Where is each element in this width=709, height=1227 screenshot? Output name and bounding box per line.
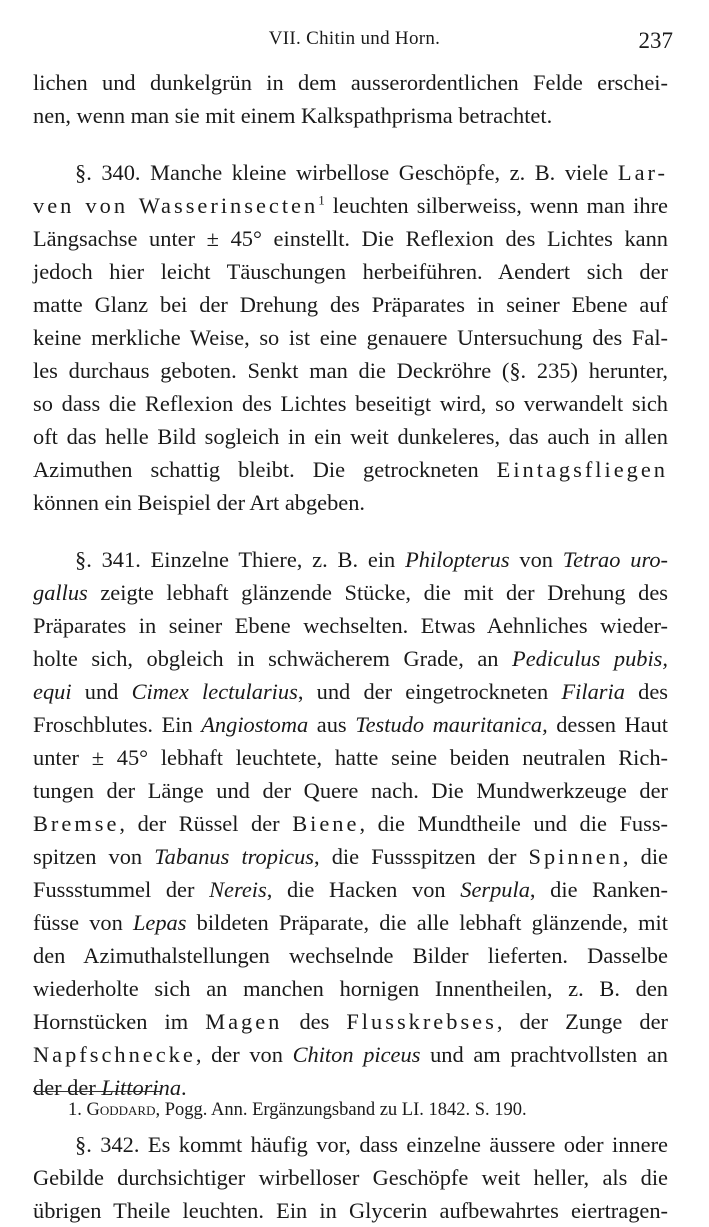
text-line	[33, 642, 668, 675]
footnote-marker: 1	[318, 192, 325, 208]
text-line: §. 342. Es kommt häufig vor, dass einzelne äussere oder innere	[75, 1132, 668, 1157]
text-line	[33, 156, 668, 189]
spaced-text: Eintagsfliegen	[496, 457, 668, 482]
text-line: Längsachse unter ± 45° einstellt. Die Reflexion des Lichtes kann	[33, 226, 668, 251]
text-line	[33, 576, 668, 609]
species-name: Serpula	[460, 877, 530, 902]
text-run: Fussstummel der	[33, 877, 210, 902]
text-line: nen, wenn man sie mit einem Kalkspathprisma betrachtet.	[33, 103, 553, 128]
footnote-text: , Pogg. Ann. Ergänzungsband zu LI. 1842. S. 190.	[155, 1100, 527, 1120]
text-line: unter ± 45° lebhaft leuchtete, hatte seine beiden neutralen Rich-	[33, 745, 668, 770]
species-name: Cimex lectularius	[131, 679, 298, 704]
spaced-text: ven von Wasserinsecten	[33, 193, 319, 218]
text-run: bildeten Präparate, die alle lebhaft glänzende, mit	[186, 910, 668, 935]
text-line: keine merkliche Weise, so ist eine genauere Untersuchung des Fal-	[33, 325, 668, 350]
text-run: §. 341. Einzelne Thiere, z. B. ein	[75, 547, 396, 572]
text-run: , der von	[195, 1042, 293, 1067]
spaced-text: Magen	[205, 1009, 283, 1034]
text-run: des	[624, 679, 668, 704]
spaced-text: Flusskrebses	[346, 1009, 497, 1034]
text-run: , der Zunge der	[496, 1009, 668, 1034]
text-run: , die Ranken-	[529, 877, 669, 902]
text-run: aus	[308, 712, 356, 737]
species-name: Lepas	[132, 910, 187, 935]
text-line	[33, 453, 668, 486]
text-line: Gebilde durchsichtiger wirbelloser Geschöpfe weit heller, als die	[33, 1165, 668, 1190]
text-run: füsse von	[33, 910, 133, 935]
text-run: , die Fussspitzen der	[314, 844, 529, 869]
text-line: Präparates in seiner Ebene wechselten. Etwas Aehnliches wieder-	[33, 613, 668, 638]
text-run: Froschblutes. Ein	[33, 712, 202, 737]
text-run: , und der eingetrockneten	[297, 679, 562, 704]
text-run: leuchten silberweiss, wenn man ihre	[324, 193, 668, 218]
text-line: oft das helle Bild sogleich in ein weit dunkeleres, das auch in allen	[33, 424, 668, 449]
text-line	[33, 1005, 668, 1038]
text-run: .	[181, 1075, 187, 1100]
text-line: les durchaus geboten. Senkt man die Deckröhre (§. 235) herunter,	[33, 358, 668, 383]
text-run: zeigte lebhaft glänzende Stücke, die mit der Drehung des	[87, 580, 668, 605]
text-line	[33, 708, 668, 741]
text-line: übrigen Theile leuchten. Ein in Glycerin aufbewahrtes eiertragen-	[33, 1198, 668, 1223]
spaced-text: Bremse	[33, 811, 120, 836]
text-line: lichen und dunkelgrün in dem ausserordentlichen Felde erschei-	[33, 70, 668, 95]
text-run: holte sich, obgleich in schwächerem Grade, an	[33, 646, 513, 671]
species-name: gallus	[33, 580, 88, 605]
footnote-rule	[33, 1091, 161, 1092]
text-line: wiederholte sich an manchen hornigen Innentheilen, z. B. den	[33, 976, 668, 1001]
text-line	[33, 906, 668, 939]
species-name: Testudo mauritanica,	[355, 712, 548, 737]
text-run: und am prachtvollsten an	[420, 1042, 668, 1067]
spaced-text: Lar-	[617, 160, 668, 185]
text-run: Hornstücken im	[33, 1009, 206, 1034]
text-run: §. 340. Manche kleine wirbellose Geschöpfe, z. B. viele	[75, 160, 609, 185]
running-header	[0, 24, 709, 64]
species-name: equi	[33, 679, 72, 704]
text-line: den Azimuthalstellungen wechselnde Bilder lieferten. Dasselbe	[33, 943, 668, 968]
species-name: Tetrao uro-	[562, 547, 668, 572]
text-line	[33, 840, 668, 873]
spaced-text: Spinnen	[528, 844, 623, 869]
species-name: Filaria	[561, 679, 625, 704]
text-run: , die	[622, 844, 668, 869]
running-title: VII. Chitin und Horn.	[268, 28, 441, 49]
species-name: Angiostoma	[201, 712, 309, 737]
spaced-text: Napfschnecke	[33, 1042, 196, 1067]
text-line: tungen der Länge und der Quere nach. Die Mundwerkzeuge der	[33, 778, 668, 803]
page-number: 237	[638, 28, 673, 53]
text-run: , die Hacken von	[266, 877, 461, 902]
text-line	[33, 543, 668, 576]
text-line: jedoch hier leicht Täuschungen herbeiführen. Aendert sich der	[33, 259, 668, 284]
species-name: Nereis	[209, 877, 267, 902]
text-run: der der	[33, 1075, 102, 1100]
species-name: Pediculus pubis,	[512, 646, 668, 671]
text-run: Azimuthen schattig bleibt. Die getrockneten	[33, 457, 479, 482]
page-body	[33, 66, 668, 1227]
footnote-number: 1.	[68, 1100, 82, 1120]
text-run: spitzen von	[33, 844, 155, 869]
text-line	[33, 873, 668, 906]
text-run: des	[282, 1009, 347, 1034]
text-run: , der Rüssel der	[119, 811, 293, 836]
text-run: , die Mundtheile und die Fuss-	[359, 811, 668, 836]
text-line	[33, 807, 668, 840]
text-run: dessen Haut	[547, 712, 669, 737]
text-run: von	[509, 547, 563, 572]
species-name: Philopterus	[405, 547, 510, 572]
text-line: matte Glanz bei der Drehung des Präparates in seiner Ebene auf	[33, 292, 668, 317]
text-line	[33, 675, 668, 708]
species-name: Tabanus tropicus	[154, 844, 315, 869]
text-line: können ein Beispiel der Art abgeben.	[33, 490, 366, 515]
species-name: Littorina	[101, 1075, 182, 1100]
text-line: so dass die Reflexion des Lichtes beseitigt wird, so verwandelt sich	[33, 391, 668, 416]
footnote-author: Goddard	[86, 1100, 156, 1120]
spaced-text: Biene	[292, 811, 360, 836]
text-line	[33, 189, 668, 222]
text-line	[33, 1038, 668, 1071]
footnote	[68, 1100, 527, 1121]
species-name: Chiton piceus	[292, 1042, 421, 1067]
text-run: und	[71, 679, 132, 704]
